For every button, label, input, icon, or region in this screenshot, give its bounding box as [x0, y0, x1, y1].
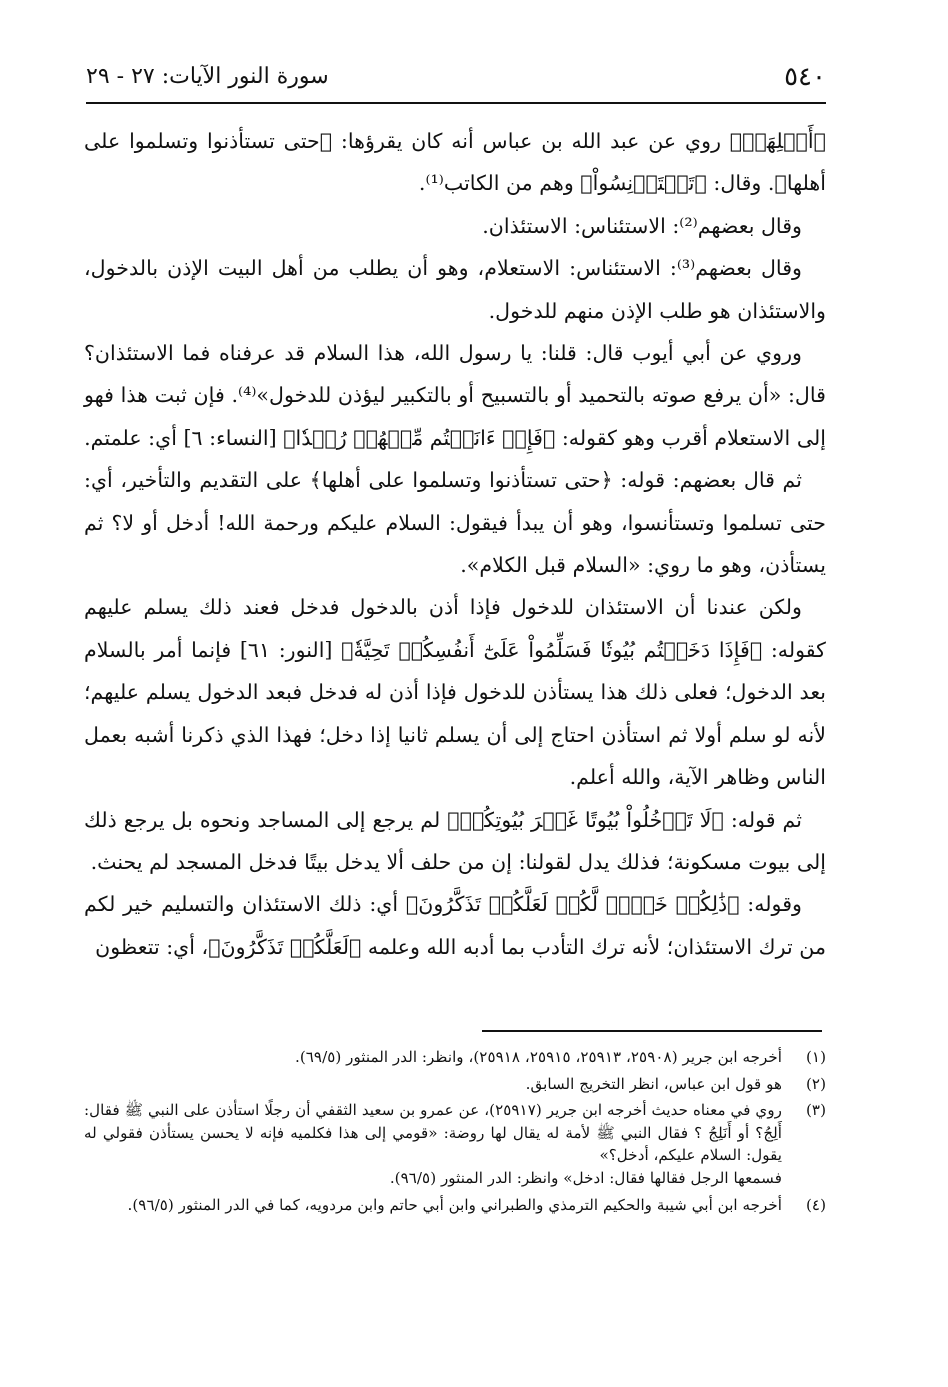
footnote: [84, 1073, 826, 1096]
page-header: [86, 52, 826, 104]
body-paragraph: ثم قوله: ﴿لَا تَدۡخُلُواْ بُيُوتًا غَيۡرَ بُيُوتِكُمۡ﴾ لم يرجع إلى المساجد ونحوه بل يرجع ذلك إلى بيوت مسكونة؛ فذلك يدل لقولنا: إن من حلف ألا يدخل بيتًا فدخل المسجد لم يحنث.: [84, 807, 826, 874]
footnote-number: (١): [805, 1048, 826, 1066]
main-text: [84, 120, 826, 968]
footnote-text: [84, 1099, 782, 1189]
footnote-number: (٤): [805, 1195, 826, 1214]
footnote-number: (٢): [805, 1074, 826, 1093]
footnote-number: (٣): [805, 1101, 826, 1120]
footnote-text: [84, 1046, 782, 1069]
body-paragraph: ثم قال بعضهم: قوله: ﴿حتى تستأذنوا وتسلموا على أهلها﴾ على التقديم والتأخير، أي: حتى تسلموا وتستأنسوا، وهو أن يبدأ فيقول: السلام عليكم ورحمة الله! أدخل أو لا؟ ثم يستأذن، وهو ما روي: «السلام قبل الكلام».: [84, 468, 826, 578]
page-number: ٥٤٠: [784, 62, 826, 92]
footnote: [84, 1099, 826, 1189]
footnote: [84, 1194, 826, 1217]
footnotes: [84, 1046, 826, 1220]
footnote-text: [84, 1073, 782, 1096]
body-paragraph: ولكن عندنا أن الاستئذان للدخول فإذا أذن بالدخول فدخل فعند ذلك يسلم عليهم كقوله: ﴿فَإِذَا دَخَلۡتُم بُيُوتٗا فَسَلِّمُواْ عَلَىٰٓ أَنفُسِكُمۡ تَحِيَّةٗ﴾ [النور: ٦١] فإنما أمر بالسلام بعد الدخول؛ فعلى ذلك هذا يستأذن للدخول فإذا أذن له فدخل فبعد الدخول يسلم عليهم؛ لأنه لو سلم أولا ثم استأذن احتاج إلى أن يسلم ثانيا إذا دخل؛ فهذا الذي ذكرنا أشبه بعمل الناس وظاهر الآية، والله أعلم.: [84, 595, 826, 790]
body-paragraph: وقال بعضهم⁽²⁾: الاستئناس: الاستئذان.: [482, 213, 802, 238]
footnote: [84, 1046, 826, 1069]
footnote-line: هو قول ابن عباس، انظر التخريج السابق.: [525, 1074, 782, 1093]
body-paragraph: وقوله: ﴿ذَٰلِكُمۡ خَيۡرٞ لَّكُمۡ لَعَلَّكُمۡ تَذَكَّرُونَ﴾ أي: ذلك الاستئذان والتسليم خير لكم من ترك الاستئذان؛ لأنه ترك التأدب بما أدبه الله وعلمه ﴿لَعَلَّكُمۡ تَذَكَّرُونَ﴾، أي: تتعظون: [84, 892, 826, 959]
body-paragraph: ﴿أَهۡلِهَاۚ﴾ روي عن عبد الله بن عباس أنه كان يقرؤها: ﴿حتى تستأذنوا وتسلموا على أهلها﴾. وقال: ﴿تَسۡتَأۡنِسُواْ﴾ وهم من الكاتب⁽¹⁾.: [84, 129, 826, 196]
footnote-line: فسمعها الرجل فقالها فقال: ادخل» وانظر: الدر المنثور (٩٦/٥).: [389, 1168, 782, 1187]
running-title: سورة النور الآيات: ٢٧ - ٢٩: [86, 64, 329, 89]
footnote-line: روي في معناه حديث أخرجه ابن جرير (٢٥٩١٧)، عن عمرو بن سعيد الثقفي أن رجلًا استأذن على النبي ﷺ فقال: أَلِجُ؟ أو أَنَلِجُ ؟ فقال النبي ﷺ لأمة له يقال لها روضة: «قومي إلى هذا فكلميه فإنه لا يحسن يستأذن فقولي له يقول: السلام عليكم، أدخل؟»: [84, 1101, 782, 1165]
body-paragraph: وروي عن أبي أيوب قال: قلنا: يا رسول الله، هذا السلام قد عرفناه فما الاستئذان؟ قال: «أن يرفع صوته بالتحميد أو بالتسبيح أو بالتكبير ليؤذن للدخول»⁽⁴⁾. فإن ثبت هذا فهو إلى الاستعلام أقرب وهو كقوله: ﴿فَإِنۡ ءَانَسۡتُم مِّنۡهُمۡ رُشۡدٗا﴾ [النساء: ٦] أي: علمتم.: [84, 341, 826, 450]
footnote-line: أخرجه ابن أبي شيبة والحكيم الترمذي والطبراني وابن أبي حاتم وابن مردويه، كما في الدر المنثور (٩٦/٥).: [127, 1195, 782, 1214]
footnote-text: [84, 1194, 782, 1217]
footnote-divider: [482, 1030, 822, 1032]
footnote-line: أخرجه ابن جرير (٢٥٩٠٨، ٢٥٩١٣، ٢٥٩١٥، ٢٥٩١٨)، وانظر: الدر المنثور (٦٩/٥).: [295, 1048, 782, 1066]
body-paragraph: وقال بعضهم⁽³⁾: الاستئناس: الاستعلام، وهو أن يطلب من أهل البيت الإذن بالدخول، والاستئذان هو طلب الإذن منهم للدخول.: [84, 256, 826, 323]
